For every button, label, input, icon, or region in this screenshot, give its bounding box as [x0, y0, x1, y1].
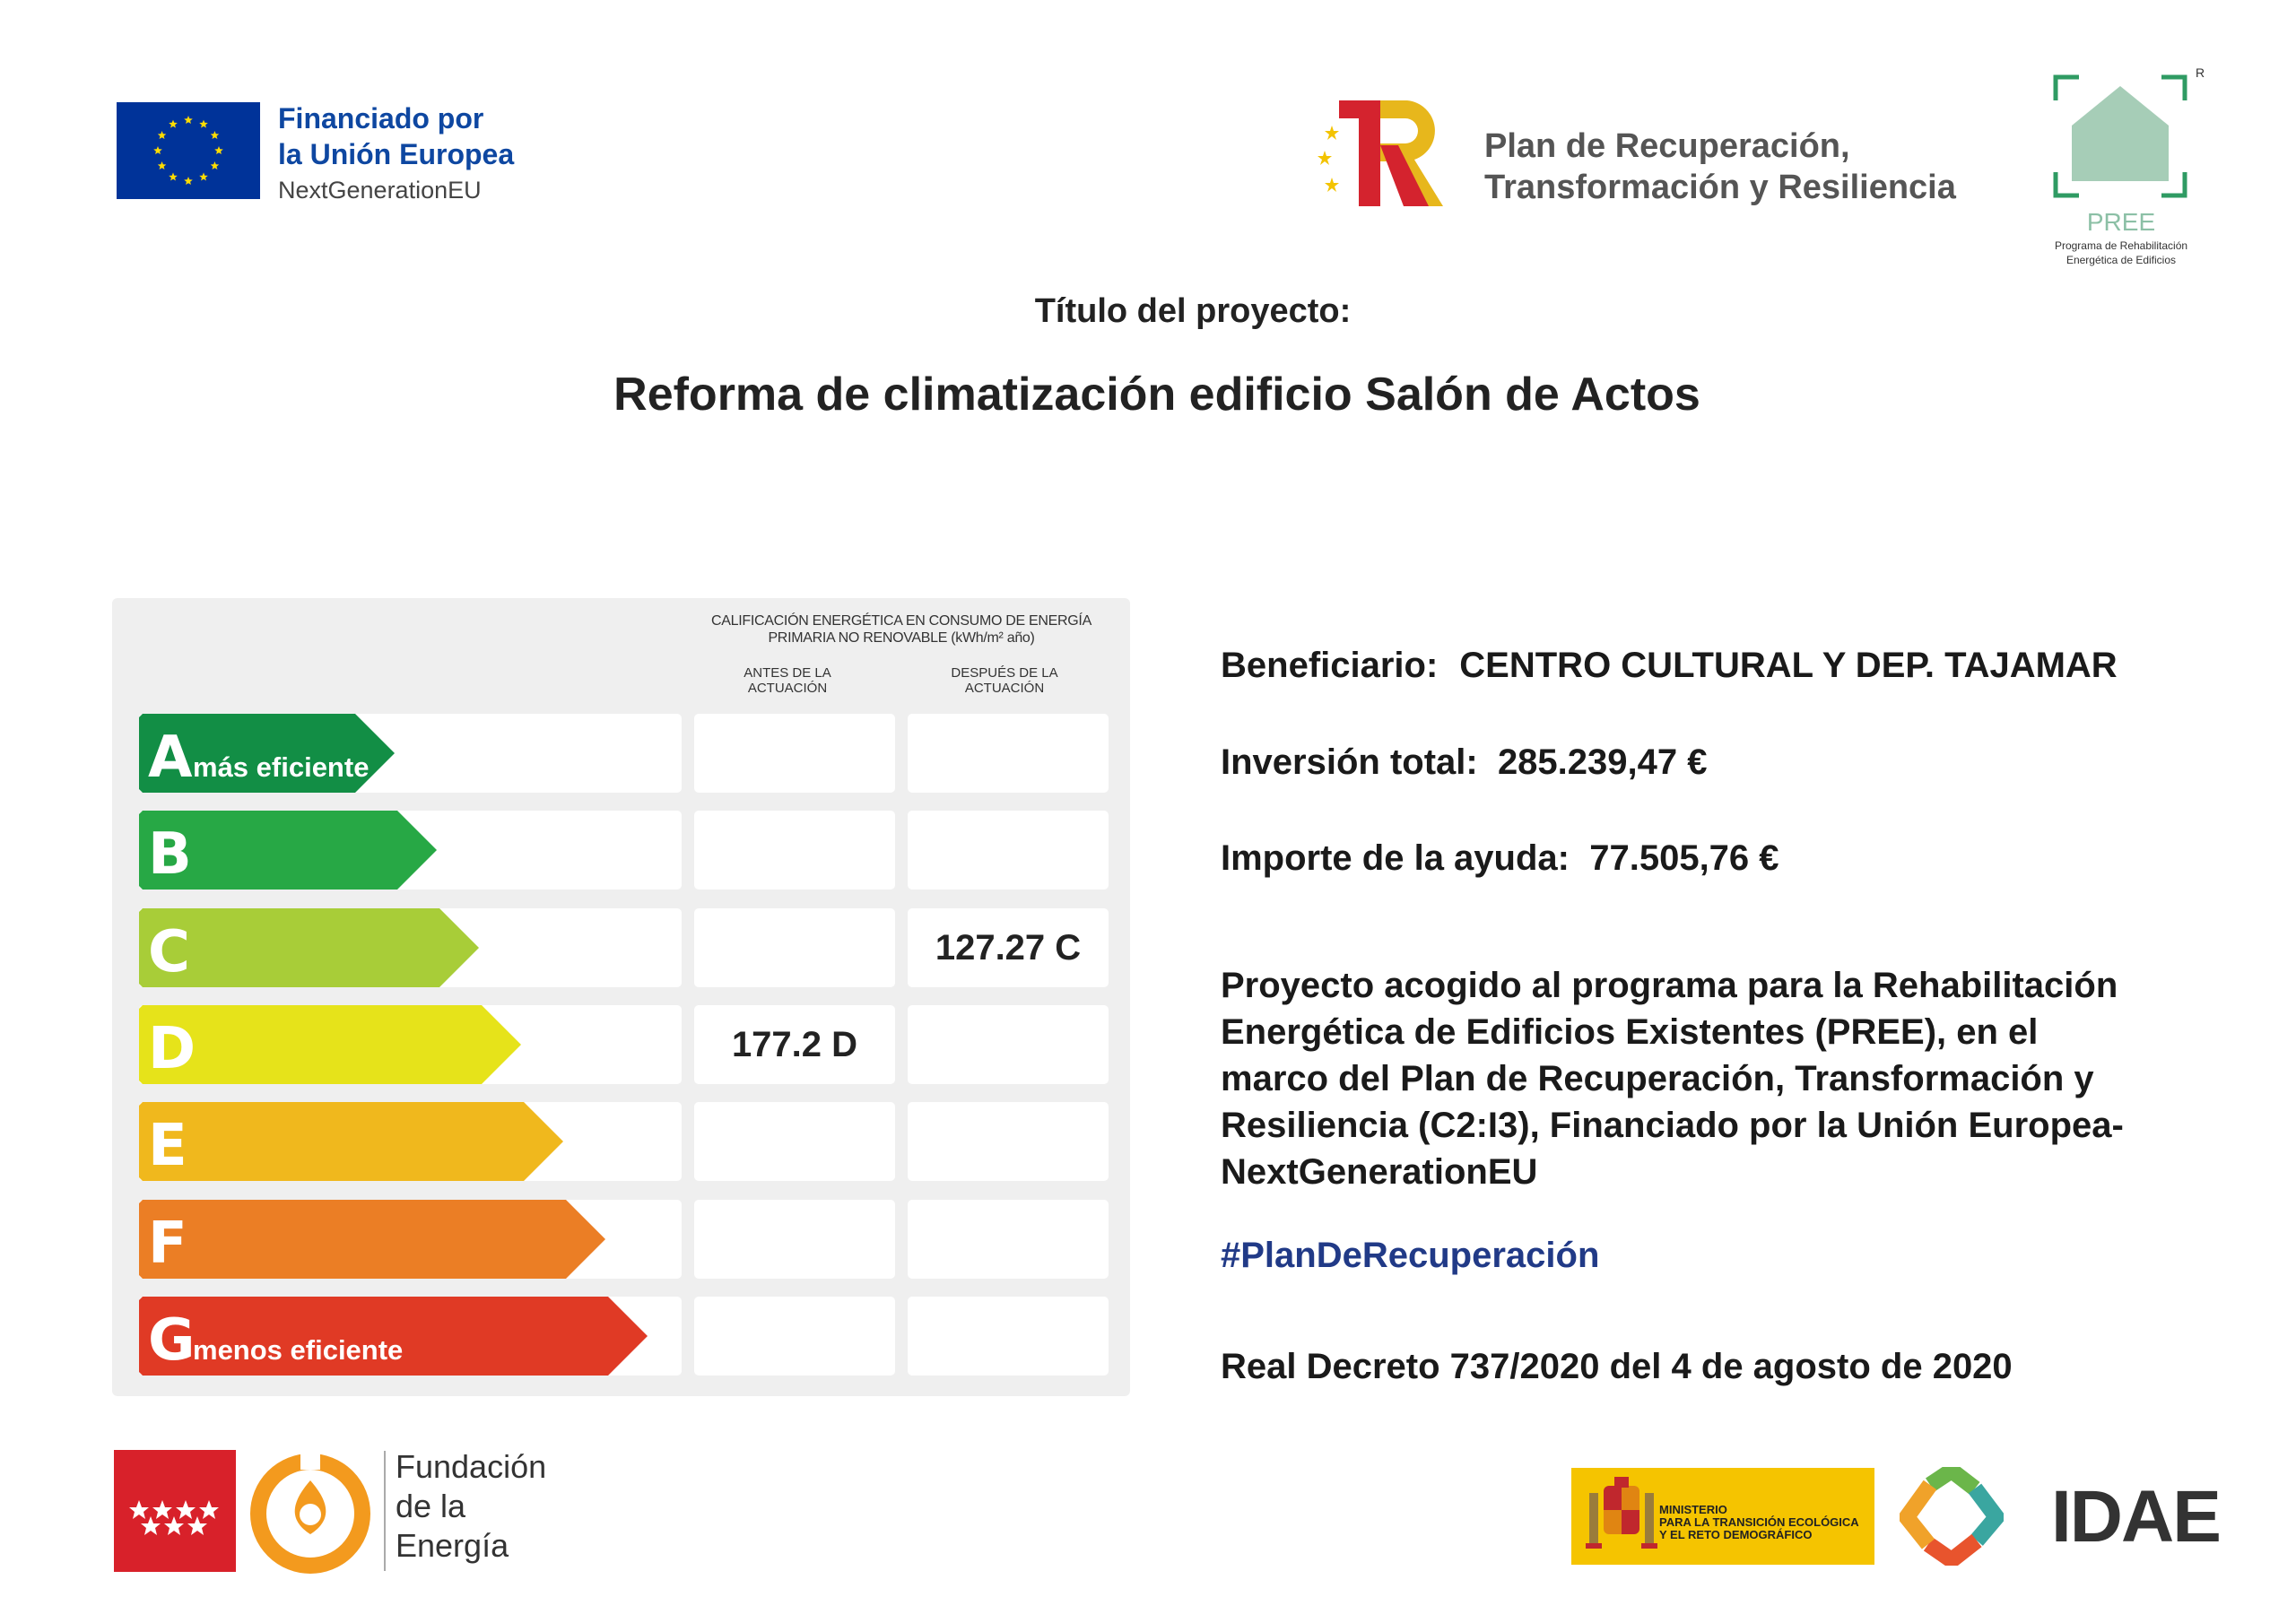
fundacion-divider	[384, 1451, 386, 1571]
eu-star-icon	[199, 120, 208, 128]
grade-letter: A	[148, 725, 193, 791]
comunidad-madrid-flag-icon	[114, 1450, 236, 1572]
energy-rating-header	[695, 612, 1108, 647]
grade-arrow-e	[139, 1102, 563, 1181]
description-line: Energética de Edificios Existentes (PREE), en el	[1221, 1012, 2039, 1052]
ministerio-line3: Y EL RETO DEMOGRÁFICO	[1659, 1528, 1813, 1541]
program-description	[1221, 962, 2234, 1195]
project-title-label: Título del proyecto:	[1034, 292, 1352, 330]
recovery-plan-line1: Plan de Recuperación,	[1484, 127, 1850, 165]
pree-subtitle-line1: Programa de Rehabilitación	[2054, 239, 2188, 252]
eu-star-icon	[153, 146, 162, 154]
grade-letter: F	[148, 1211, 187, 1277]
hashtag: #PlanDeRecuperación	[1221, 1236, 1600, 1275]
grade-arrow-shape	[139, 1200, 605, 1279]
beneficiary-value: CENTRO CULTURAL Y DEP. TAJAMAR	[1459, 646, 2118, 685]
column-header-after	[915, 665, 1094, 696]
eu-logo-line2: la Unión Europea	[278, 138, 515, 170]
investment-value: 285.239,47 €	[1497, 742, 1708, 782]
column-header-after-line2: ACTUACIÓN	[964, 681, 1045, 696]
fundacion-line2: de la	[396, 1488, 466, 1524]
rating-before-cell: 177.2 D	[694, 1005, 895, 1084]
grade-arrow-d	[139, 1005, 521, 1084]
rating-before-cell	[694, 1297, 895, 1376]
idae-icon	[1900, 1467, 2004, 1566]
ministerio-text	[1659, 1504, 1859, 1541]
description-line: marco del Plan de Recuperación, Transformación y	[1221, 1059, 2094, 1098]
column-header-before-line1: ANTES DE LA	[744, 665, 831, 681]
recovery-plan-logo	[1314, 93, 2013, 210]
investment-line	[1221, 742, 1708, 783]
column-header-before-line2: ACTUACIÓN	[747, 681, 828, 696]
project-title: Reforma de climatización edificio Salón de Actos	[613, 369, 1700, 421]
beneficiary-label: Beneficiario:	[1221, 646, 1439, 685]
eu-star-icon	[211, 131, 220, 139]
pree-name: PREE	[2086, 208, 2156, 236]
eu-star-icon	[169, 172, 178, 180]
royal-decree: Real Decreto 737/2020 del 4 de agosto de 2020	[1221, 1347, 2013, 1386]
description-line: Resiliencia (C2:I3), Financiado por la Unión Europea-	[1221, 1106, 2124, 1145]
pree-subtitle	[2036, 239, 2206, 267]
idae-text: IDAE	[2051, 1476, 2220, 1558]
pree-logo	[2036, 65, 2206, 273]
rating-before-cell	[694, 1102, 895, 1181]
aid-value: 77.505,76 €	[1589, 838, 1779, 878]
rating-before-cell	[694, 714, 895, 793]
grade-arrow-shape	[139, 1102, 563, 1181]
recovery-plan-tr-icon	[1314, 93, 1448, 210]
eu-star-icon	[158, 131, 167, 139]
eu-star-icon	[214, 146, 223, 154]
pree-house-icon	[2036, 65, 2206, 208]
column-header-after-line1: DESPUÉS DE LA	[951, 665, 1058, 681]
eu-star-icon	[184, 116, 193, 124]
grade-sub-label: más eficiente	[193, 751, 370, 783]
aid-line	[1221, 838, 1779, 879]
grade-arrow-a	[139, 714, 395, 793]
aid-label: Importe de la ayuda:	[1221, 838, 1570, 878]
pree-subtitle-line2: Energética de Edificios	[2066, 254, 2177, 266]
pree-registered-mark: R	[2196, 65, 2205, 80]
eu-star-icon	[158, 161, 167, 169]
fundacion-line1: Fundación	[396, 1448, 547, 1485]
eu-logo-text	[278, 100, 514, 206]
fundacion-line3: Energía	[396, 1527, 509, 1564]
rating-after-cell	[908, 1102, 1109, 1181]
ministerio-line1: MINISTERIO	[1659, 1503, 1727, 1516]
rating-before-cell	[694, 1200, 895, 1279]
grade-letter: B	[148, 821, 192, 888]
eu-logo-line3: NextGenerationEU	[278, 177, 482, 204]
eu-star-icon	[184, 177, 193, 185]
eu-logo-line1: Financiado por	[278, 102, 484, 135]
grade-letter: D	[148, 1016, 196, 1082]
recovery-plan-line2: Transformación y Resiliencia	[1484, 169, 1956, 206]
rating-after-cell	[908, 1200, 1109, 1279]
eu-star-icon	[199, 172, 208, 180]
eu-flag-icon	[117, 102, 260, 199]
rating-before-cell	[694, 811, 895, 890]
fundacion-energia-text	[396, 1447, 546, 1566]
grade-letter: C	[148, 919, 190, 985]
ministerio-line2: PARA LA TRANSICIÓN ECOLÓGICA	[1659, 1515, 1859, 1529]
rating-after-cell	[908, 1297, 1109, 1376]
grade-arrow-f	[139, 1200, 605, 1279]
rating-before-cell	[694, 908, 895, 987]
grade-arrow-c	[139, 908, 479, 987]
column-header-before	[698, 665, 877, 696]
energy-rating-header-line1: CALIFICACIÓN ENERGÉTICA EN CONSUMO DE ENERGÍA	[711, 613, 1091, 629]
beneficiary-line	[1221, 646, 2118, 686]
rating-after-cell: 127.27 C	[908, 908, 1109, 987]
rating-after-cell	[908, 1005, 1109, 1084]
grade-arrow-g	[139, 1297, 648, 1376]
coat-of-arms-icon	[1580, 1468, 1661, 1565]
eu-star-icon	[169, 120, 178, 128]
investment-label: Inversión total:	[1221, 742, 1478, 782]
grade-letter: E	[148, 1113, 187, 1179]
rating-after-cell	[908, 714, 1109, 793]
rating-after-cell	[908, 811, 1109, 890]
grade-sub-label: menos eficiente	[193, 1334, 404, 1366]
description-line: NextGenerationEU	[1221, 1152, 1538, 1192]
energy-rating-header-line2: PRIMARIA NO RENOVABLE (kWh/m² año)	[768, 630, 1035, 646]
grade-arrow-shape	[139, 1005, 521, 1084]
eu-star-icon	[211, 161, 220, 169]
grade-arrow-b	[139, 811, 437, 890]
fundacion-energia-icon	[247, 1448, 374, 1575]
recovery-plan-text	[1484, 126, 1956, 208]
grade-letter: G	[148, 1307, 196, 1374]
ministerio-logo	[1571, 1468, 1874, 1565]
description-line: Proyecto acogido al programa para la Rehabilitación	[1221, 966, 2118, 1005]
eu-funding-logo	[117, 100, 529, 204]
